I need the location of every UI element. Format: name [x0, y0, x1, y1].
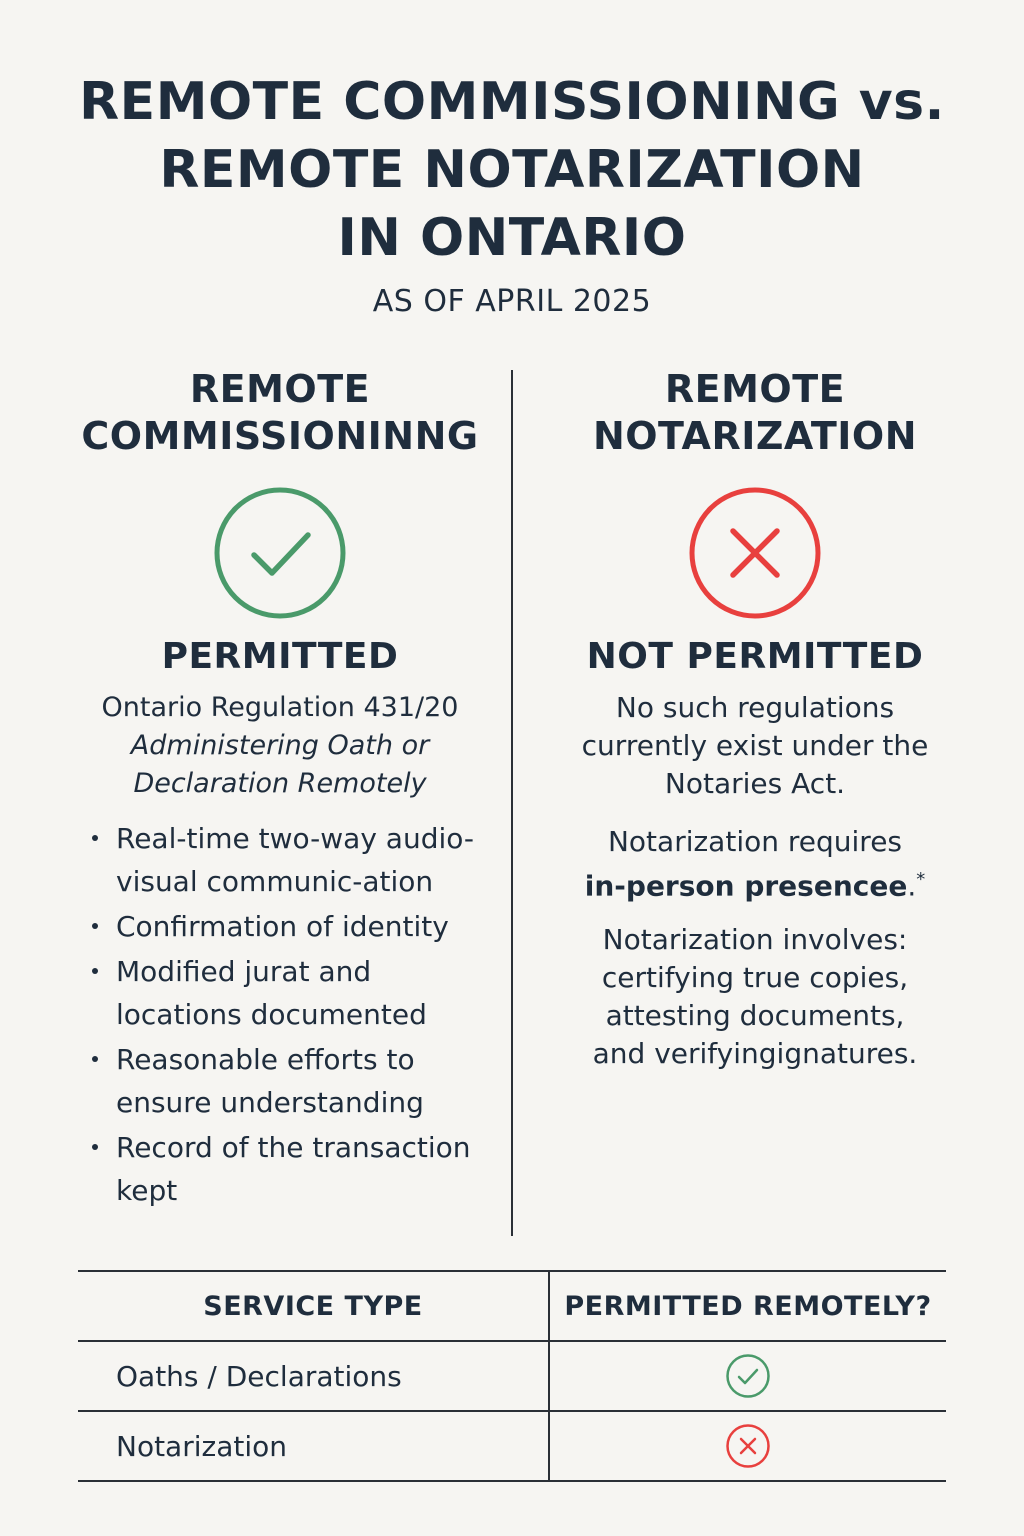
regulation-name: Ontario Regulation 431/20 [101, 692, 459, 723]
emphasis-text: in-person presencee [584, 869, 908, 903]
footnote-marker: * [916, 869, 926, 890]
title-line-2: REMOTE NOTARIZATION [159, 140, 865, 200]
list-item: Reasonable efforts to ensure understanding [40, 1038, 520, 1124]
table-header-row [78, 1271, 946, 1341]
column-header-permitted: PERMITTED REMOTELY? [549, 1271, 946, 1341]
text-line: No such regulations [615, 691, 895, 724]
column-header-service: SERVICE TYPE [78, 1271, 549, 1341]
service-cell: Oaths / Declarations [78, 1341, 549, 1411]
regulation-title-line-2: Declaration Remotely [133, 768, 427, 799]
text-line: certifying true copies, [601, 961, 909, 995]
status-label: NOT PERMITTED [586, 636, 924, 677]
text-line: attesting documents, [605, 999, 905, 1033]
notarization-involves-note [515, 921, 995, 1073]
summary-table [78, 1270, 946, 1482]
table-row [78, 1341, 946, 1411]
regulation-reference [40, 689, 520, 803]
heading-line-1: REMOTE [189, 367, 371, 411]
page-title [0, 68, 1024, 272]
text-line: Notarization requires [607, 825, 903, 858]
list-item: Confirmation of identity [40, 905, 520, 948]
list-item: Real-time two-way audio-visual communic-ation [40, 817, 520, 903]
column-heading [40, 366, 520, 460]
check-circle-icon [725, 1353, 771, 1399]
text-line: Notaries Act. [664, 767, 846, 800]
table-row [78, 1411, 946, 1481]
period: . [907, 869, 917, 903]
text-line: and verifyingignatures. [592, 1037, 918, 1071]
requirements-list [40, 817, 520, 1212]
service-cell: Notarization [78, 1411, 549, 1481]
title-line-1: REMOTE COMMISSIONING vs. [79, 72, 945, 132]
permitted-cell [549, 1411, 946, 1481]
text-line [515, 861, 995, 905]
presence-note [515, 823, 995, 905]
remote-commissioning-column [40, 366, 520, 1214]
text-line: currently exist under the [581, 729, 929, 762]
page-subtitle: AS OF APRIL 2025 [372, 284, 652, 319]
list-item: Modified jurat and locations documented [40, 950, 520, 1036]
heading-line-2: COMMISSIONINNG [81, 414, 479, 458]
check-circle-icon [212, 485, 348, 621]
list-item: Record of the transaction kept [40, 1126, 520, 1212]
regulation-note [515, 689, 995, 803]
x-circle-icon [687, 485, 823, 621]
remote-notarization-column [515, 366, 995, 1073]
text-line: Notarization involves: [602, 923, 908, 957]
heading-line-1: REMOTE [664, 367, 846, 411]
title-line-3: IN ONTARIO [337, 208, 687, 268]
x-circle-icon [725, 1423, 771, 1469]
column-heading [515, 366, 995, 460]
permitted-cell [549, 1341, 946, 1411]
status-label: PERMITTED [161, 636, 399, 677]
regulation-title-line-1: Administering Oath or [130, 730, 430, 761]
heading-line-2: NOTARIZATION [592, 414, 918, 458]
